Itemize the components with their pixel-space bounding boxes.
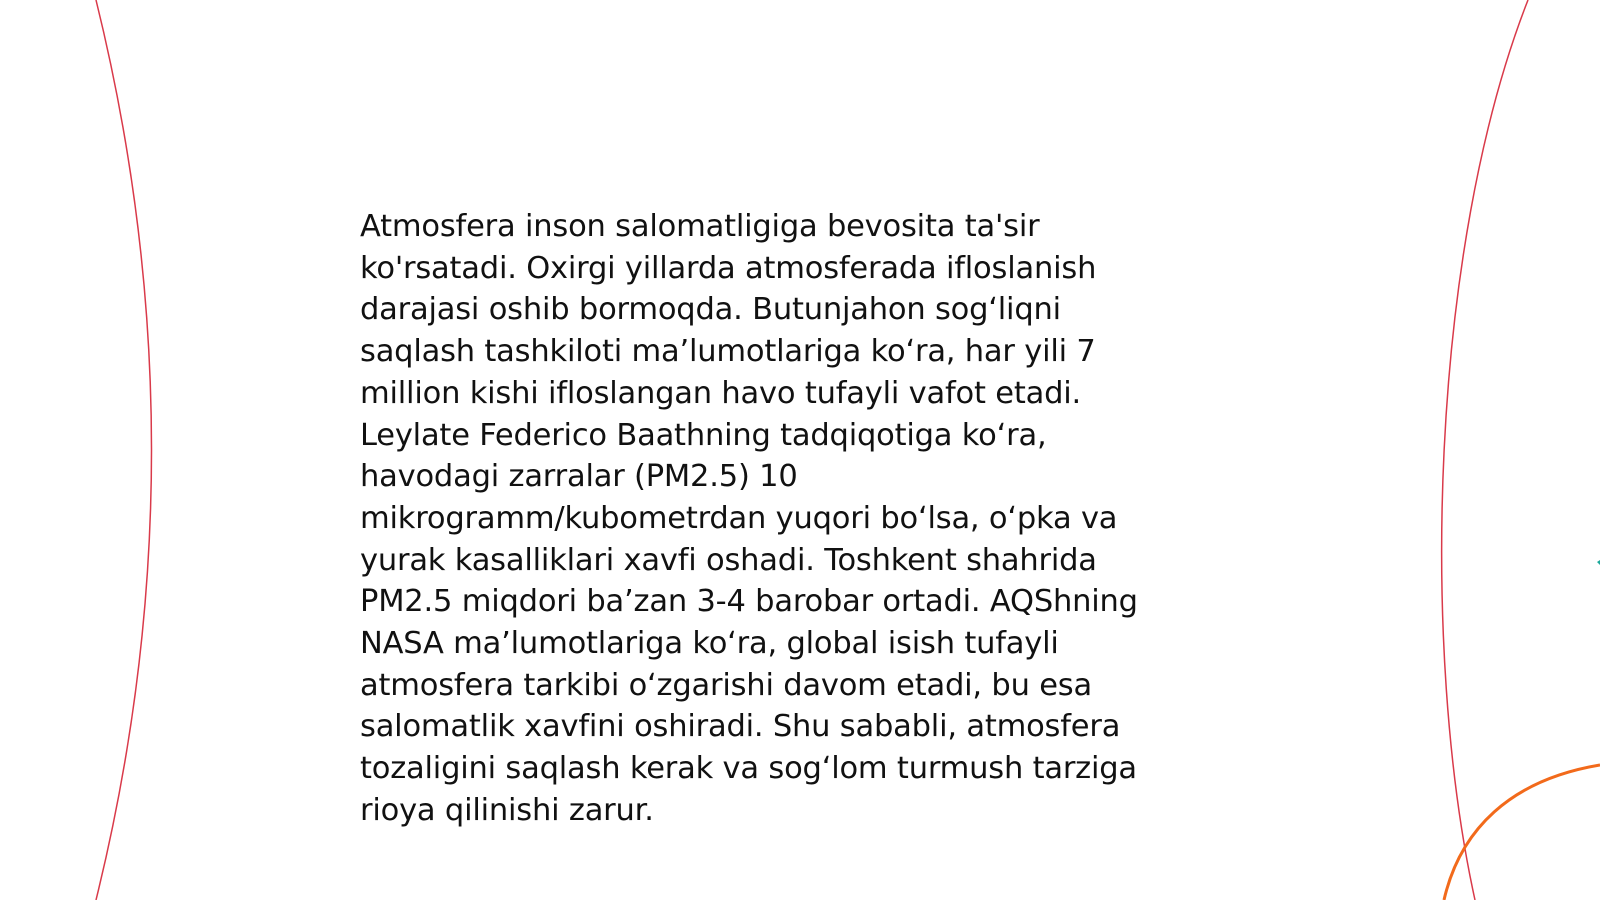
text-line: atmosfera tarkibi o‘zgarishi davom etadi, bu esa xyxy=(360,667,1092,703)
text-line: Leylate Federico Baathning tadqiqotiga ko‘ra, xyxy=(360,417,1047,453)
orange-arc xyxy=(1444,765,1600,900)
text-line: mikrogramm/kubometrdan yuqori bo‘lsa, o‘pka va xyxy=(360,500,1118,536)
text-line: NASA ma’lumotlariga ko‘ra, global isish tufayli xyxy=(360,626,1059,662)
text-line: saqlash tashkiloti ma’lumotlariga ko‘ra, har yili 7 xyxy=(360,334,1096,370)
text-line: darajasi oshib bormoqda. Butunjahon sog‘liqni xyxy=(360,292,1061,328)
left-arc xyxy=(96,0,152,900)
text-line: salomatlik xavfini oshiradi. Shu sababli, atmosfera xyxy=(360,709,1121,745)
text-line: tozaligini saqlash kerak va sog‘lom turmush tarziga xyxy=(360,751,1137,787)
right-arc xyxy=(1442,0,1528,900)
text-line: ko'rsatadi. Oxirgi yillarda atmosferada ifloslanish xyxy=(360,250,1097,286)
text-line: havodagi zarralar (PM2.5) 10 xyxy=(360,459,798,495)
text-line: yurak kasalliklari xavfi oshadi. Toshkent shahrida xyxy=(360,542,1097,578)
text-line: rioya qilinishi zarur. xyxy=(360,792,654,828)
text-line: million kishi ifloslangan havo tufayli vafot etadi. xyxy=(360,375,1081,411)
text-line: Atmosfera inson salomatligiga bevosita ta'sir xyxy=(360,209,1040,244)
text-line: PM2.5 miqdori ba’zan 3-4 barobar ortadi. AQShning xyxy=(360,584,1138,620)
body-paragraph xyxy=(360,206,1210,832)
